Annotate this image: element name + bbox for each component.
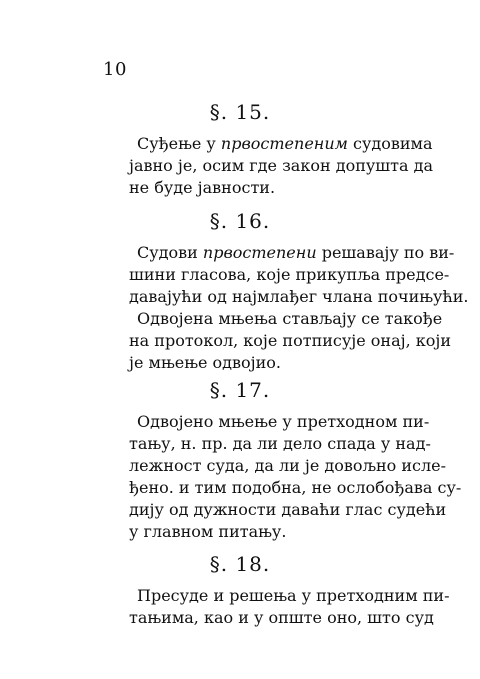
- paragraph-line: Пресуде и решења у претходним пи-: [137, 586, 450, 605]
- paragraph-line: на протокол, које потписује онај, који: [129, 331, 452, 350]
- paragraph-line: не буде јавности.: [129, 178, 276, 197]
- paragraph-line: Одвојено мњење у претходном пи-: [137, 412, 430, 431]
- section-heading-16: §. 16.: [209, 209, 271, 233]
- paragraph-line: јавно је, осим где закон допушта да: [129, 156, 434, 175]
- italic-term: првостепени: [202, 243, 317, 262]
- paragraph-line: давајући од најмлађег члана почињући.: [129, 287, 469, 306]
- paragraph-line: тању, н. пр. да ли дело спада у над-: [129, 434, 431, 453]
- paragraph-line: у главном питању.: [129, 522, 287, 541]
- paragraph-line: тањима, као и у опште оно, што суд: [129, 608, 434, 627]
- text-run: решавају по ви-: [316, 243, 455, 262]
- paragraph-line: шини гласова, које прикупља предсе-: [129, 265, 450, 284]
- paragraph-line: ђено. и тим подобна, не ослобођава су-: [129, 478, 462, 497]
- italic-term: првостепеним: [220, 134, 348, 153]
- page-number: 10: [103, 59, 127, 80]
- paragraph-line: [137, 242, 455, 264]
- text-run: судовима: [347, 134, 433, 153]
- section-heading-15: §. 15.: [209, 100, 271, 124]
- paragraph-line: Одвојена мњења стављају се такође: [137, 309, 443, 328]
- text-run: Судови: [137, 243, 203, 262]
- paragraph-line: [137, 133, 433, 155]
- paragraph-line: је мњење одвојио.: [129, 353, 281, 372]
- paragraph-line: дију од дужности даваћи глас судећи: [129, 500, 447, 519]
- paragraph-line: лежност суда, да ли је довољно исле-: [129, 456, 447, 475]
- section-heading-18: §. 18.: [209, 552, 271, 576]
- section-heading-17: §. 17.: [209, 378, 271, 402]
- text-run: Суђење у: [137, 134, 221, 153]
